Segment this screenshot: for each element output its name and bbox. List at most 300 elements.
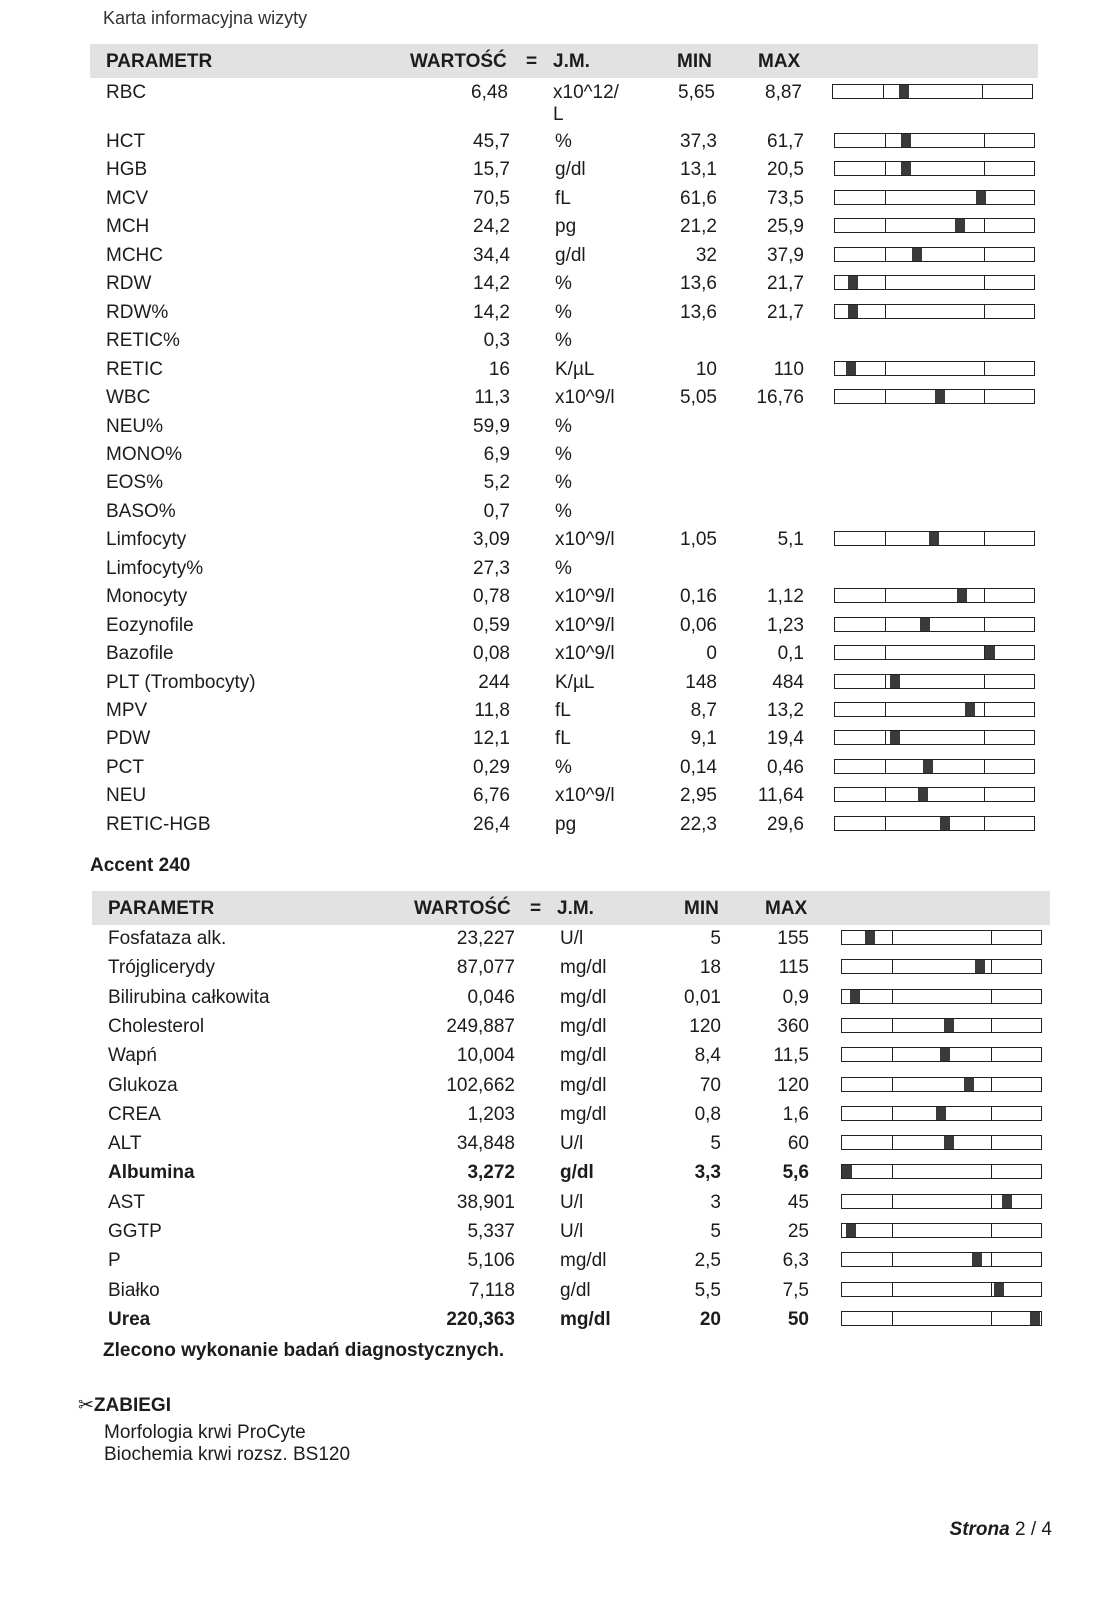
param-unit: x10^12/ L — [553, 82, 619, 125]
param-value: 0,7 — [483, 500, 510, 522]
range-bar — [841, 1106, 1042, 1121]
param-value: 5,2 — [483, 472, 510, 494]
col-value: WARTOŚĆ — [410, 51, 507, 72]
param-max: 19,4 — [767, 728, 804, 750]
range-tick — [892, 1312, 894, 1325]
value-marker — [901, 162, 911, 175]
param-name: Bazofile — [106, 643, 174, 665]
table-row — [90, 188, 1050, 217]
param-max: 6,3 — [782, 1250, 809, 1272]
param-name: Eozynofile — [106, 614, 194, 636]
range-tick — [984, 532, 986, 545]
param-name: Trójglicerydy — [108, 957, 215, 979]
param-value: 11,3 — [474, 387, 510, 409]
value-marker — [920, 618, 930, 631]
value-marker — [912, 248, 922, 261]
param-min: 70 — [699, 1074, 721, 1096]
param-min: 3 — [710, 1191, 721, 1213]
table-row — [92, 1045, 1052, 1074]
param-max: 1,23 — [767, 614, 804, 636]
param-max: 5,1 — [777, 529, 804, 551]
param-max: 16,76 — [756, 387, 804, 409]
param-min: 13,6 — [680, 273, 717, 295]
range-bar — [834, 389, 1035, 404]
scissors-icon: ✂ — [78, 1395, 94, 1416]
param-min: 5 — [710, 1133, 721, 1155]
range-tick — [984, 703, 986, 716]
param-max: 21,7 — [767, 301, 804, 323]
table-row — [90, 330, 1050, 359]
param-value: 5,337 — [467, 1221, 515, 1242]
param-min: 2,5 — [694, 1250, 721, 1272]
param-max: 25 — [787, 1221, 809, 1242]
param-unit: mg/dl — [560, 986, 607, 1008]
param-name: GGTP — [108, 1221, 162, 1242]
param-max: 7,5 — [782, 1279, 809, 1301]
param-name: Limfocyty% — [106, 557, 204, 579]
value-marker — [901, 134, 911, 147]
param-max: 29,6 — [767, 813, 804, 835]
param-value: 3,09 — [473, 529, 510, 551]
value-marker — [994, 1283, 1004, 1296]
table-row — [92, 1280, 1052, 1309]
range-tick — [885, 248, 887, 261]
range-bar — [834, 133, 1035, 148]
param-unit: mg/dl — [560, 1308, 611, 1330]
range-tick — [885, 760, 887, 773]
param-value: 244 — [478, 671, 510, 693]
col-min: MIN — [684, 898, 719, 919]
range-tick — [892, 1019, 894, 1032]
value-marker — [975, 960, 985, 973]
param-unit: U/l — [560, 928, 584, 949]
param-unit: fL — [555, 700, 571, 721]
param-min: 0,16 — [680, 586, 717, 608]
param-name: RDW — [106, 273, 152, 295]
range-tick — [892, 1283, 894, 1296]
param-max: 360 — [777, 1015, 809, 1037]
range-tick — [885, 731, 887, 744]
param-max: 155 — [777, 928, 809, 949]
param-max: 50 — [787, 1308, 809, 1330]
table-row — [90, 501, 1050, 530]
param-value: 3,272 — [467, 1162, 515, 1184]
param-name: RETIC — [106, 358, 163, 380]
table-row — [90, 558, 1050, 587]
range-tick — [984, 134, 986, 147]
range-tick — [991, 1224, 993, 1237]
range-bar — [841, 1311, 1042, 1326]
param-value: 220,363 — [446, 1308, 515, 1330]
range-bar — [834, 588, 1035, 603]
table-row — [92, 1104, 1052, 1133]
col-value: WARTOŚĆ — [414, 898, 511, 919]
param-min: 0,8 — [694, 1103, 721, 1125]
param-max: 45 — [787, 1191, 809, 1213]
value-marker — [965, 703, 975, 716]
param-unit: g/dl — [560, 1279, 591, 1301]
range-bar — [841, 1282, 1042, 1297]
value-marker — [842, 1165, 852, 1178]
param-max: 13,2 — [767, 700, 804, 721]
param-max: 8,87 — [765, 82, 802, 103]
table-row — [92, 1133, 1052, 1162]
param-max: 21,7 — [767, 273, 804, 295]
range-tick — [984, 788, 986, 801]
range-tick — [991, 990, 993, 1003]
value-marker — [955, 219, 965, 232]
table-row — [90, 302, 1050, 331]
value-marker — [957, 589, 967, 602]
table-row — [90, 359, 1050, 388]
range-tick — [984, 219, 986, 232]
param-unit: x10^9/l — [555, 529, 615, 551]
range-tick — [991, 960, 993, 973]
param-value: 0,59 — [473, 614, 510, 636]
table-row — [90, 643, 1050, 672]
param-value: 23,227 — [456, 928, 515, 949]
range-tick — [892, 1048, 894, 1061]
param-name: RBC — [106, 82, 147, 103]
procedure-item: Biochemia krwi rozsz. BS120 — [104, 1444, 351, 1465]
range-tick — [892, 990, 894, 1003]
range-tick — [991, 1165, 993, 1178]
param-min: 9,1 — [690, 728, 717, 750]
range-tick — [991, 1253, 993, 1266]
param-name: RDW% — [106, 301, 169, 323]
range-bar — [834, 218, 1035, 233]
range-bar — [834, 816, 1035, 831]
range-bar — [841, 1018, 1042, 1033]
param-max: 20,5 — [767, 159, 804, 181]
param-name: Fosfataza alk. — [108, 928, 227, 949]
table-row — [92, 928, 1052, 957]
param-max: 110 — [773, 358, 804, 380]
param-max: 5,6 — [782, 1162, 809, 1184]
range-tick — [885, 618, 887, 631]
param-name: MPV — [106, 700, 148, 721]
table-row — [92, 1192, 1052, 1221]
param-unit: pg — [555, 813, 577, 835]
range-bar — [841, 1164, 1042, 1179]
param-name: Glukoza — [108, 1074, 178, 1096]
value-marker — [918, 788, 928, 801]
param-min: 20 — [699, 1308, 721, 1330]
range-tick — [984, 731, 986, 744]
param-min: 21,2 — [680, 216, 717, 238]
table-row — [90, 131, 1050, 160]
value-marker — [936, 1107, 946, 1120]
param-unit: % — [555, 131, 572, 152]
range-tick — [982, 85, 984, 98]
range-tick — [892, 960, 894, 973]
param-value: 16 — [488, 358, 510, 380]
table-row — [90, 416, 1050, 445]
param-unit: x10^9/l — [555, 785, 615, 807]
param-unit: g/dl — [555, 159, 586, 181]
range-tick — [991, 1107, 993, 1120]
range-bar — [841, 1077, 1042, 1092]
param-value: 0,29 — [473, 756, 510, 778]
param-name: Albumina — [108, 1162, 195, 1184]
range-tick — [885, 305, 887, 318]
range-tick — [892, 1253, 894, 1266]
page-label: Strona — [949, 1519, 1010, 1540]
table-row — [90, 159, 1050, 188]
range-tick — [883, 85, 885, 98]
col-max: MAX — [758, 51, 801, 72]
range-tick — [885, 362, 887, 375]
param-min: 13,6 — [680, 301, 717, 323]
param-max: 73,5 — [767, 187, 804, 209]
param-name: Wapń — [108, 1045, 157, 1067]
param-name: Białko — [108, 1279, 160, 1301]
page-title: Karta informacyjna wizyty — [103, 8, 308, 28]
param-name: MCH — [106, 216, 150, 238]
page-total: 4 — [1041, 1519, 1052, 1540]
value-marker — [944, 1136, 954, 1149]
range-tick — [984, 817, 986, 830]
range-tick — [885, 191, 887, 204]
param-unit: fL — [555, 187, 571, 209]
param-min: 0,06 — [680, 614, 717, 636]
range-tick — [991, 931, 993, 944]
param-max: 120 — [777, 1074, 809, 1096]
param-min: 13,1 — [680, 159, 717, 181]
range-bar — [834, 730, 1035, 745]
param-min: 0,01 — [684, 986, 721, 1008]
param-name: ALT — [108, 1133, 142, 1155]
value-marker — [944, 1019, 954, 1032]
param-value: 34,848 — [456, 1133, 515, 1155]
range-tick — [984, 276, 986, 289]
param-value: 0,046 — [467, 986, 515, 1008]
range-tick — [892, 1195, 894, 1208]
param-name: CREA — [108, 1103, 161, 1125]
range-bar — [834, 247, 1035, 262]
param-min: 8,4 — [694, 1045, 721, 1067]
param-name: MCHC — [106, 244, 163, 266]
range-tick — [892, 1078, 894, 1091]
param-unit: % — [555, 500, 572, 522]
range-tick — [885, 532, 887, 545]
param-unit: g/dl — [560, 1162, 594, 1184]
diagnostics-note: Zlecono wykonanie badań diagnostycznych. — [103, 1340, 505, 1361]
param-min: 10 — [695, 358, 717, 380]
param-max: 25,9 — [767, 216, 804, 238]
range-bar — [841, 1047, 1042, 1062]
table-row — [92, 1016, 1052, 1045]
param-value: 24,2 — [473, 216, 510, 238]
param-value: 70,5 — [473, 187, 510, 209]
param-unit: K/µL — [555, 358, 595, 380]
param-value: 7,118 — [468, 1279, 515, 1301]
value-marker — [972, 1253, 982, 1266]
range-bar — [834, 787, 1035, 802]
range-tick — [984, 618, 986, 631]
param-name: Limfocyty — [106, 529, 187, 551]
range-bar — [834, 361, 1035, 376]
table-row — [90, 728, 1050, 757]
param-value: 87,077 — [456, 957, 515, 979]
param-unit: mg/dl — [560, 1074, 607, 1096]
param-max: 61,7 — [767, 131, 804, 152]
range-tick — [885, 817, 887, 830]
table-row — [90, 472, 1050, 501]
table-row — [90, 785, 1050, 814]
range-bar — [834, 161, 1035, 176]
range-tick — [892, 1136, 894, 1149]
range-bar — [834, 674, 1035, 689]
procedure-item: Morfologia krwi ProCyte — [104, 1422, 306, 1443]
param-max: 1,12 — [767, 586, 804, 608]
range-tick — [991, 1195, 993, 1208]
range-tick — [984, 248, 986, 261]
param-unit: U/l — [560, 1221, 584, 1242]
param-min: 1,05 — [680, 529, 717, 551]
param-unit: g/dl — [555, 244, 586, 266]
param-value: 6,9 — [483, 443, 510, 465]
value-marker — [850, 990, 860, 1003]
param-value: 15,7 — [473, 159, 510, 181]
range-bar — [841, 959, 1042, 974]
range-tick — [885, 134, 887, 147]
table-row — [90, 757, 1050, 786]
section2-title: Accent 240 — [90, 855, 191, 876]
param-value: 102,662 — [446, 1074, 515, 1096]
range-tick — [991, 1136, 993, 1149]
table-row — [92, 1075, 1052, 1104]
param-min: 5 — [710, 928, 721, 949]
table-row — [90, 444, 1050, 473]
param-name: Urea — [108, 1308, 151, 1330]
param-name: NEU — [106, 785, 147, 807]
param-unit: mg/dl — [560, 1045, 607, 1067]
param-value: 45,7 — [473, 131, 510, 152]
param-min: 61,6 — [680, 187, 717, 209]
value-marker — [846, 1224, 856, 1237]
param-unit: mg/dl — [560, 957, 607, 979]
param-max: 115 — [778, 957, 809, 979]
param-unit: % — [555, 301, 572, 323]
param-min: 120 — [689, 1015, 721, 1037]
param-max: 1,6 — [782, 1103, 809, 1125]
col-unit: J.M. — [553, 51, 590, 72]
range-bar — [841, 1252, 1042, 1267]
param-max: 11,5 — [773, 1045, 809, 1067]
table-row — [92, 1250, 1052, 1279]
param-max: 0,1 — [777, 643, 804, 665]
param-name: Bilirubina całkowita — [108, 986, 270, 1008]
param-min: 37,3 — [680, 131, 717, 152]
table1-header — [90, 44, 1038, 78]
page-footer — [950, 1519, 1052, 1541]
param-name: RETIC-HGB — [106, 813, 211, 835]
param-value: 14,2 — [473, 301, 510, 323]
param-value: 0,08 — [473, 643, 510, 665]
value-marker — [848, 305, 858, 318]
col-param: PARAMETR — [108, 898, 215, 919]
range-tick — [885, 646, 887, 659]
param-name: P — [108, 1250, 121, 1272]
param-value: 27,3 — [473, 557, 510, 579]
param-value: 5,106 — [467, 1250, 515, 1272]
param-name: PCT — [106, 756, 144, 778]
param-min: 18 — [699, 957, 721, 979]
col-eq: = — [530, 898, 542, 919]
table-row — [90, 672, 1050, 701]
range-bar — [841, 989, 1042, 1004]
param-unit: mg/dl — [560, 1250, 607, 1272]
param-unit: % — [555, 443, 572, 465]
param-name: HCT — [106, 131, 146, 152]
range-bar — [834, 702, 1035, 717]
value-marker — [865, 931, 875, 944]
range-bar — [841, 1135, 1042, 1150]
range-tick — [892, 1107, 894, 1120]
table-row — [90, 700, 1050, 729]
param-name: MONO% — [106, 443, 182, 465]
param-unit: K/µL — [555, 671, 595, 693]
value-marker — [964, 1078, 974, 1091]
param-unit: x10^9/l — [555, 614, 615, 636]
param-name: Cholesterol — [108, 1015, 205, 1037]
range-bar — [834, 759, 1035, 774]
range-bar — [834, 304, 1035, 319]
param-value: 1,203 — [467, 1103, 515, 1125]
param-min: 22,3 — [680, 813, 717, 835]
range-tick — [892, 1224, 894, 1237]
param-name: EOS% — [106, 472, 164, 494]
table-row — [90, 814, 1050, 843]
param-unit: % — [555, 415, 572, 437]
range-tick — [885, 162, 887, 175]
table-row — [90, 529, 1050, 558]
param-unit: % — [555, 330, 572, 352]
range-bar — [834, 531, 1035, 546]
param-min: 5,65 — [678, 82, 715, 103]
col-min: MIN — [677, 51, 712, 72]
param-value: 38,901 — [456, 1191, 515, 1213]
param-unit: U/l — [560, 1133, 584, 1155]
param-unit: fL — [555, 728, 571, 750]
table-row — [90, 586, 1050, 615]
value-marker — [940, 1048, 950, 1061]
param-unit: mg/dl — [560, 1103, 607, 1125]
range-tick — [991, 1078, 993, 1091]
table-row — [90, 387, 1050, 416]
range-tick — [885, 276, 887, 289]
param-max: 60 — [787, 1133, 809, 1155]
param-min: 32 — [695, 244, 717, 266]
table-row — [92, 1221, 1052, 1250]
param-value: 26,4 — [473, 813, 510, 835]
param-unit: % — [555, 273, 572, 295]
range-bar — [834, 645, 1035, 660]
range-tick — [885, 675, 887, 688]
col-eq: = — [526, 51, 538, 72]
param-name: AST — [108, 1191, 145, 1213]
col-param: PARAMETR — [106, 51, 213, 72]
param-min: 5 — [710, 1221, 721, 1242]
table-row — [90, 245, 1050, 274]
param-unit: x10^9/l — [555, 643, 615, 665]
param-name: NEU% — [106, 415, 164, 437]
range-tick — [885, 390, 887, 403]
param-unit: U/l — [560, 1191, 584, 1213]
param-max: 484 — [772, 671, 804, 693]
value-marker — [923, 760, 933, 773]
